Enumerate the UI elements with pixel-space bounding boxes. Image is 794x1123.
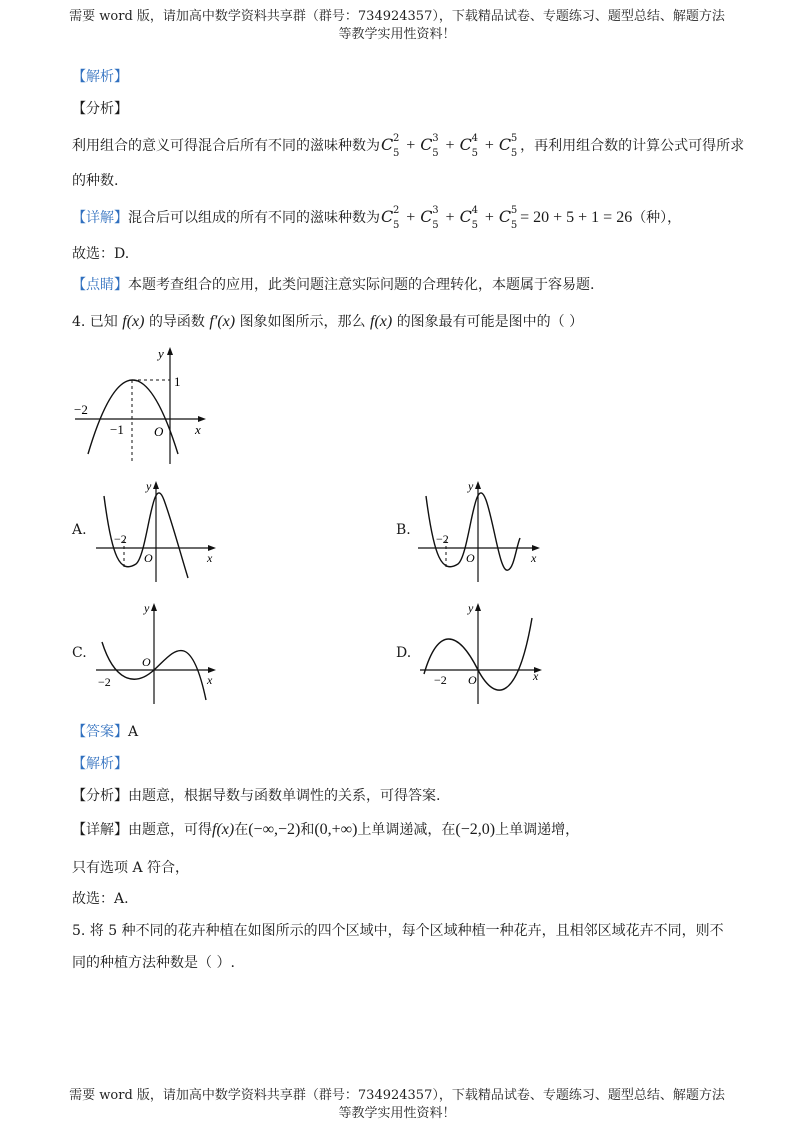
q3-unit: （种）， [632, 210, 682, 226]
comb-c54b: C 4 5 [459, 205, 478, 231]
q3-fenxi-text-c: 的种数. [72, 173, 119, 189]
q3-fenxi-text-b: ，再利用组合数的计算公式可得所求 [520, 138, 745, 154]
fx-expr: f(x) [122, 313, 145, 330]
q3-xiangjie-tag: 【详解】 [72, 210, 128, 226]
comb-c55: C 5 5 [498, 133, 518, 159]
axis-y-label: y [158, 346, 164, 361]
q4-fenxi-tag: 【分析】 [72, 788, 128, 804]
d-o-label: O [468, 673, 477, 687]
d-neg2-label: −2 [434, 673, 447, 687]
c-y-label: y [144, 601, 150, 615]
q4-xiangjie-b: 在 [234, 822, 249, 838]
q3-fenxi-text-a: 利用组合的意义可得混合后所有不同的滋味种数为 [72, 138, 380, 154]
option-a-label: A. [72, 522, 87, 538]
q3-xiangjie-text: 混合后可以组成的所有不同的滋味种数为 [128, 210, 380, 226]
b-y-label: y [468, 479, 474, 493]
q3-dianjing-tag: 【点睛】 [72, 277, 128, 293]
fx-expr-2: f(x) [370, 313, 393, 330]
b-neg2-label: −2 [436, 532, 449, 546]
d-x-label: x [533, 669, 539, 683]
q4-fenxi [72, 785, 440, 807]
q3-dianjing-text: 本题考查组合的应用，此类问题注意实际问题的合理转化，本题属于容易题. [128, 277, 595, 293]
c-o-label: O [142, 655, 151, 669]
q4-only: 只有选项 A 符合， [72, 860, 190, 876]
header-line-2: 等教学实用性资料！ [338, 27, 456, 42]
option-a-graph [94, 478, 219, 584]
q3-guxuan: 故选：D. [72, 246, 130, 262]
q4-and: 和 [300, 822, 315, 838]
q4-stem-d: 的图象最有可能是图中的（ ） [396, 314, 584, 330]
fx-expr-3: f(x) [212, 821, 235, 838]
q4-answer-value: A [128, 724, 139, 740]
a-neg2-label: −2 [114, 532, 127, 546]
footer-line-2: 等教学实用性资料！ [338, 1106, 456, 1121]
q3-fenxi-tag: 【分析】 [72, 101, 128, 117]
option-b-graph [416, 478, 546, 584]
a-y-label: y [146, 479, 152, 493]
b-x-label: x [531, 551, 537, 565]
comb-c52: C 2 5 [381, 133, 400, 159]
comb-c52b: C 2 5 [381, 205, 400, 231]
interval-3: (−2,0) [455, 821, 496, 838]
q3-fenxi-line: 利用组合的意义可得混合后所有不同的滋味种数为C 2 5 + C 3 5 + C 4 5 + C 5 5 ，再利用组合数的计算公式可得所求 [72, 133, 745, 159]
q3-result: = 20 + 5 + 1 = 26 [520, 209, 633, 226]
page-footer [0, 1087, 794, 1123]
option-b-label: B. [396, 522, 411, 538]
q4-xiangjie-d: 上单调递增， [495, 822, 580, 838]
origin-label: O [154, 424, 164, 439]
comb-c53b: C 3 5 [420, 205, 439, 231]
q4-guxuan: 故选：A. [72, 891, 129, 907]
q4-fenxi-text: 由题意，根据导数与函数单调性的关系，可得答案. [128, 788, 441, 804]
q4-xiangjie [72, 819, 579, 841]
c-neg2-label: −2 [98, 675, 111, 689]
q4-xiangjie-c: 上单调递减，在 [357, 822, 456, 838]
q4-jiexi: 【解析】 [72, 756, 128, 772]
comb-c55b: C 5 5 [498, 205, 518, 231]
tick-1-label: 1 [174, 374, 181, 389]
option-d-graph [418, 600, 548, 706]
q5-line-1: 5. 将 5 种不同的花卉种植在如图所示的四个区域中，每个区域种植一种花卉，且相邻区域花卉不同，则不 [72, 923, 724, 939]
b-o-label: O [466, 551, 475, 565]
axis-x-label: x [195, 422, 201, 437]
derivative-graph [70, 344, 215, 466]
q3-xiangjie-line: 【详解】混合后可以组成的所有不同的滋味种数为C 2 5 + C 3 5 + C 4 5 + C 5 5 = 20 + 5 + 1 = 26（种）， [72, 205, 682, 231]
page-header [0, 8, 794, 44]
q4-stem-c: 图象如图所示，那么 [239, 314, 366, 330]
c-x-label: x [207, 673, 213, 687]
q4-answer-tag: 【答案】 [72, 724, 128, 740]
comb-c53: C 3 5 [420, 133, 439, 159]
a-o-label: O [144, 551, 153, 565]
option-c-label: C. [72, 645, 87, 661]
q3-jiexi: 【解析】 [72, 69, 128, 85]
fpx-expr: f′(x) [209, 313, 236, 330]
tick-neg1-label: −1 [110, 422, 124, 437]
q4-stem [72, 311, 583, 333]
comb-c54: C 4 5 [459, 133, 478, 159]
q4-xiangjie-a: 由题意，可得 [128, 822, 212, 838]
interval-1: (−∞,−2) [248, 821, 301, 838]
header-line-1: 需要 word 版，请加高中数学资料共享群（群号：734924357），下载精品试卷、专题练习、题型总结、解题方法 [69, 9, 725, 24]
q4-answer [72, 721, 138, 743]
q4-stem-a: 4. 已知 [72, 314, 118, 330]
q5-line-2: 同的种植方法种数是（ ）. [72, 955, 235, 971]
q4-xiangjie-tag: 【详解】 [72, 822, 128, 838]
interval-2: (0,+∞) [314, 821, 358, 838]
tick-neg2-label: −2 [74, 402, 88, 417]
option-d-label: D. [396, 645, 412, 661]
a-x-label: x [207, 551, 213, 565]
d-y-label: y [468, 601, 474, 615]
q3-dianjing [72, 274, 594, 296]
footer-line-1: 需要 word 版，请加高中数学资料共享群（群号：734924357），下载精品试卷、专题练习、题型总结、解题方法 [69, 1088, 725, 1103]
q4-stem-b: 的导函数 [148, 314, 205, 330]
option-c-graph [94, 600, 219, 706]
